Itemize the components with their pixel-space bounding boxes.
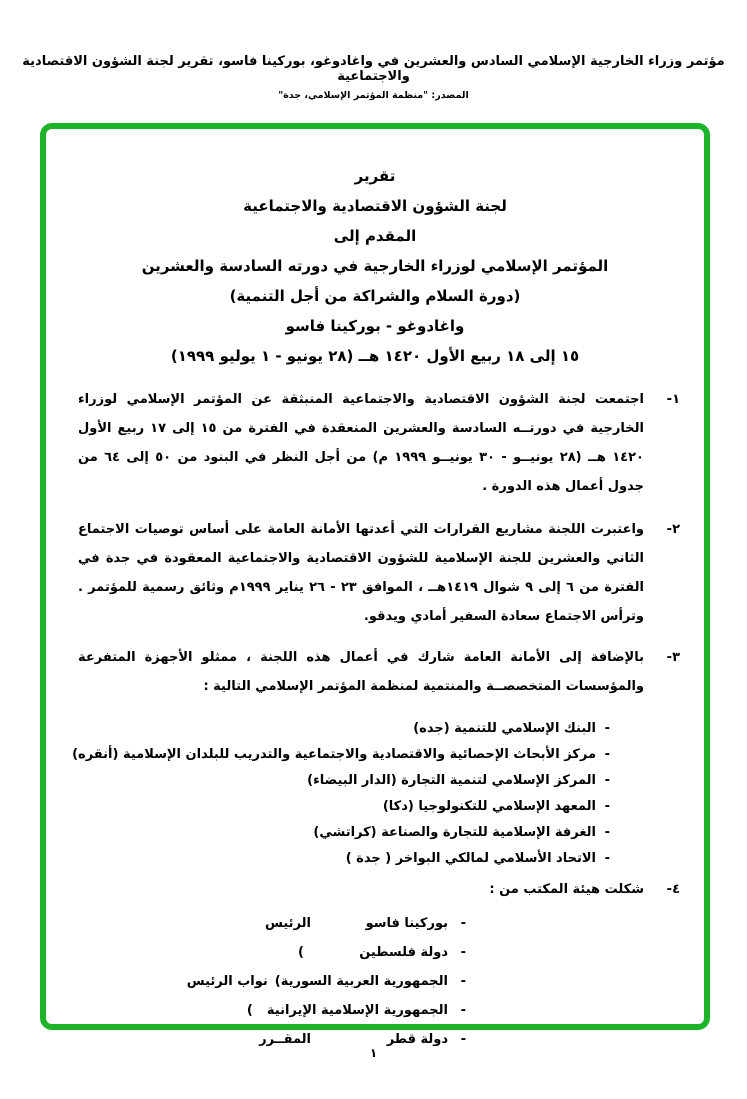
list-item: [46, 793, 610, 819]
paragraph-2-text: واعتبرت اللجنة مشاريع القرارات التي أعدتها الأمانة العامة على أساس توصيات الاجتماع الثاني والعشرين للجنة الإسلامية للشؤون الاقتصادية والاجتماعية المعقودة في جدة في الفترة من ٦ إلى ٩ شوال ١٤١٩هــ ، الموافق ٢٣ - ٢٦ يناير ١٩٩٩م وثائق رسمية للمؤتمر . وترأس الاجتماع سعادة السفير أمادي ويدقو.: [78, 522, 644, 624]
paragraph-1-number: ١-: [666, 392, 680, 407]
paragraph-3: [46, 643, 704, 701]
institution-name: المعهد الإسلامي للتكنولوجيا (دكا): [382, 798, 596, 814]
bureau-country: بوركينا فاسو: [365, 916, 448, 931]
bureau-table: [46, 909, 704, 1054]
table-row: [46, 967, 704, 996]
bullet-dash: -: [460, 974, 466, 989]
bullet-dash: -: [604, 772, 610, 788]
institution-name: الاتحاد الأسلامي لمالكي البواخر ( جدة ): [345, 850, 596, 866]
paragraph-1-text: اجتمعت لجنة الشؤون الاقتصادية والاجتماعية المنبثقة عن المؤتمر الإسلامي لوزراء الخارجية في دورتــه السادسة والعشرين المنعقدة في الفترة من ١٥ إلى ١٧ ربيع الأول ١٤٢٠ هــ (٢٨ يونيــو - ٣٠ يونيــو ١٩٩٩ م) من أجل النظر في البنود من ٥٠ إلى ٦٤ من جدول أعمال هذه الدورة .: [78, 392, 644, 494]
institutions-list: [46, 715, 704, 871]
header-source: المصدر: "منظمة المؤتمر الإسلامي، جدة": [278, 90, 469, 101]
bureau-role: الرئيس: [265, 916, 311, 931]
bureau-role-cell: [265, 916, 318, 931]
table-row: [46, 938, 704, 967]
bullet-dash: -: [604, 798, 610, 814]
bureau-country: الجمهورية العربية السورية: [280, 974, 448, 989]
paragraph-4: [46, 881, 704, 899]
institution-name: البنك الإسلامي للتنمية (جده): [413, 720, 596, 736]
title-line-conference: المؤتمر الإسلامي لوزراء الخارجية في دورته السادسة والعشرين: [141, 257, 609, 275]
header-title: مؤتمر وزراء الخارجية الإسلامي السادس والعشرين في واغادوغو، بوركينا فاسو، تقرير لجنة الشؤون الاقتصادية والاجتماعية: [22, 54, 725, 84]
title-line-location: واغادوغو - بوركينا فاسو: [285, 317, 465, 335]
list-item: [46, 767, 610, 793]
green-frame: [40, 123, 710, 1047]
bureau-country: الجمهورية الإسلامية الإيرانية: [266, 1003, 448, 1018]
title-line-session-theme: (دورة السلام والشراكة من أجل التنمية): [229, 287, 521, 305]
paragraph-4-text: شكلت هيئة المكتب من :: [489, 882, 644, 897]
title-line-report: تقرير: [354, 167, 396, 185]
report-title-block: [46, 161, 704, 371]
bullet-dash: -: [604, 746, 610, 762]
bureau-role-cell: [187, 974, 281, 989]
bureau-role: نواب الرئيس: [186, 974, 268, 989]
paragraph-4-number: ٤-: [666, 882, 680, 897]
list-item: [46, 819, 610, 845]
bureau-country: دولة فلسطين: [359, 945, 448, 960]
bureau-role-cell: [259, 1032, 318, 1047]
paragraph-2-number: ٢-: [666, 522, 680, 537]
list-item: [46, 845, 610, 871]
paragraph-2: [46, 515, 704, 631]
bullet-dash: -: [460, 945, 466, 960]
bureau-role-cell: [240, 1003, 267, 1018]
paragraph-3-number: ٣-: [666, 650, 680, 665]
title-line-dates: ١٥ إلى ١٨ ربيع الأول ١٤٢٠ هــ (٢٨ يونيو - ١ يوليو ١٩٩٩): [170, 347, 580, 365]
institution-name: الغرفة الإسلامية للتجارة والصناعة (كراتشي): [313, 824, 596, 840]
bureau-country: دولة قطر: [386, 1032, 448, 1047]
grouping-bracket: (: [274, 974, 281, 989]
bullet-dash: -: [604, 850, 610, 866]
grouping-bracket: (: [246, 1003, 253, 1018]
bullet-dash: -: [604, 824, 610, 840]
list-item: [46, 741, 610, 767]
bullet-dash: -: [460, 1032, 466, 1047]
bureau-role: المقــرر: [259, 1032, 311, 1047]
table-row: [46, 996, 704, 1025]
paragraph-3-text: بالإضافة إلى الأمانة العامة شارك في أعمال هذه اللجنة ، ممثلو الأجهزة المتفرعة والمؤسسات المتخصصــة والمنتمية لمنظمة المؤتمر الإسلامي التالية :: [78, 650, 644, 694]
institution-name: مركز الأبحاث الإحصائية والاقتصادية والاجتماعية والتدريب للبلدان الإسلامية (أنقره): [72, 746, 596, 762]
paragraph-1: [46, 385, 704, 501]
bullet-dash: -: [604, 720, 610, 736]
bureau-role-cell: [291, 945, 318, 960]
institution-name: المركز الإسلامي لتنمية التجارة (الدار البيضاء): [307, 772, 596, 788]
grouping-bracket: (: [298, 945, 304, 960]
title-line-submitted-to: المقدم إلى: [333, 227, 417, 245]
page-number: ١: [369, 1046, 378, 1060]
list-item: [46, 715, 610, 741]
table-row: [46, 909, 704, 938]
bullet-dash: -: [460, 916, 466, 931]
title-line-committee: لجنة الشؤون الاقتصادية والاجتماعية: [243, 197, 507, 215]
bullet-dash: -: [460, 1003, 466, 1018]
page-header: [0, 54, 747, 101]
